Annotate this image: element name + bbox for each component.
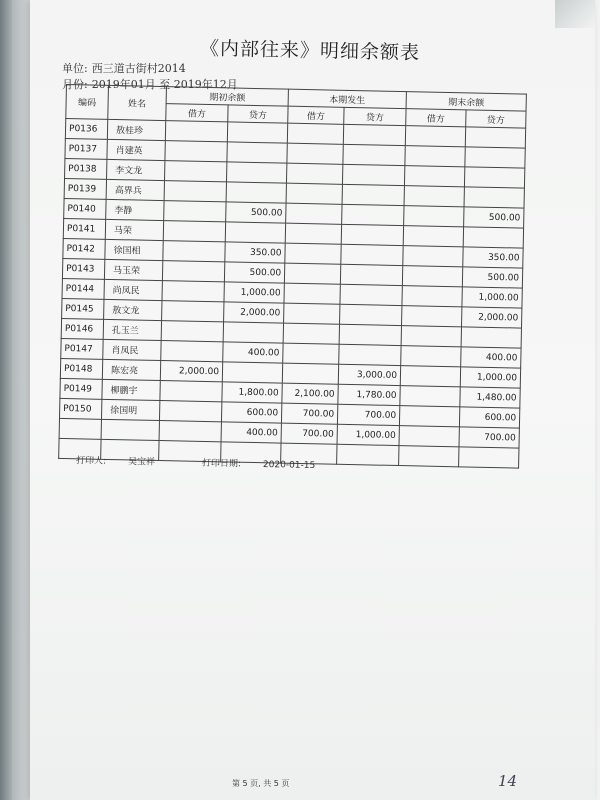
closing-debit xyxy=(404,186,464,207)
row-code: P0148 xyxy=(60,358,102,379)
header-closing: 期末余额 xyxy=(406,92,526,112)
closing-debit xyxy=(404,206,464,227)
paper-corner xyxy=(555,0,595,28)
closing-credit: 2,000.00 xyxy=(462,307,522,328)
current-debit xyxy=(283,343,339,364)
closing-credit xyxy=(465,127,525,148)
opening-debit xyxy=(165,121,227,142)
current-credit xyxy=(342,204,404,225)
current-debit: 2,100.00 xyxy=(282,383,338,404)
current-credit xyxy=(340,284,402,305)
closing-debit xyxy=(399,406,459,427)
closing-debit xyxy=(400,386,460,407)
opening-debit xyxy=(161,341,223,362)
opening-credit: 500.00 xyxy=(224,262,284,283)
row-name: 高界兵 xyxy=(106,179,164,200)
current-debit xyxy=(286,183,342,204)
opening-debit xyxy=(163,221,225,242)
row-name: 马玉荣 xyxy=(104,259,162,280)
current-credit: 700.00 xyxy=(337,404,399,425)
current-debit xyxy=(287,143,343,164)
opening-debit xyxy=(159,421,221,442)
closing-credit xyxy=(464,167,524,188)
opening-credit xyxy=(226,182,286,203)
row-name: 敖桂珍 xyxy=(107,119,165,140)
current-debit xyxy=(287,123,343,144)
current-credit: 1,780.00 xyxy=(338,384,400,405)
current-credit xyxy=(339,344,401,365)
opening-credit xyxy=(226,162,286,183)
current-debit xyxy=(285,223,341,244)
closing-debit xyxy=(403,226,463,247)
row-code: P0145 xyxy=(62,298,104,319)
opening-credit: 400.00 xyxy=(223,342,283,363)
row-code: P0142 xyxy=(63,238,105,259)
current-credit: 3,000.00 xyxy=(338,364,400,385)
header-current-debit: 借方 xyxy=(288,106,344,124)
opening-debit: 2,000.00 xyxy=(160,361,222,382)
row-name: 肖凤民 xyxy=(103,339,161,360)
closing-credit: 1,000.00 xyxy=(462,287,522,308)
closing-credit xyxy=(459,447,519,468)
current-credit xyxy=(343,124,405,145)
closing-credit: 500.00 xyxy=(462,267,522,288)
current-credit xyxy=(340,264,402,285)
opening-credit xyxy=(227,122,287,143)
row-code: P0150 xyxy=(59,398,101,419)
opening-debit xyxy=(164,201,226,222)
opening-debit xyxy=(162,301,224,322)
opening-credit xyxy=(225,222,285,243)
closing-debit xyxy=(403,246,463,267)
page-number: 第 5 页, 共 5 页 xyxy=(232,779,290,788)
month-from: 2019年01月 xyxy=(91,78,156,91)
closing-credit: 500.00 xyxy=(464,207,524,228)
current-credit xyxy=(340,304,402,325)
closing-credit xyxy=(463,227,523,248)
opening-credit: 1,000.00 xyxy=(224,282,284,303)
closing-credit: 350.00 xyxy=(463,247,523,268)
closing-credit: 600.00 xyxy=(459,407,519,428)
closing-debit xyxy=(405,126,465,147)
current-credit: 1,000.00 xyxy=(337,424,399,445)
opening-debit xyxy=(160,381,222,402)
closing-credit: 1,000.00 xyxy=(460,367,520,388)
header-closing-debit: 借方 xyxy=(406,109,466,127)
closing-debit xyxy=(402,286,462,307)
opening-credit: 600.00 xyxy=(221,402,281,423)
row-name: 徐国相 xyxy=(105,239,163,260)
month-label: 月份: xyxy=(62,78,88,91)
row-name: 徐国明 xyxy=(101,399,159,420)
opening-debit xyxy=(164,181,226,202)
opening-debit xyxy=(162,261,224,282)
document-title: 《内部往来》明细余额表 xyxy=(199,37,421,65)
ledger-body xyxy=(59,119,526,472)
row-code: P0147 xyxy=(61,338,103,359)
closing-credit xyxy=(461,327,521,348)
header-opening-credit: 贷方 xyxy=(228,105,288,123)
opening-debit xyxy=(163,241,225,262)
closing-debit xyxy=(401,346,461,367)
opening-credit: 2,000.00 xyxy=(224,302,284,323)
closing-debit xyxy=(400,366,460,387)
row-code: P0141 xyxy=(63,218,105,239)
row-code: P0139 xyxy=(64,178,106,199)
printer-name: 吴宝祥 xyxy=(127,457,156,468)
closing-debit xyxy=(402,306,462,327)
current-credit xyxy=(343,144,405,165)
row-code: P0137 xyxy=(65,138,107,159)
row-code xyxy=(59,418,101,439)
row-name: 陈宏亮 xyxy=(102,359,160,380)
row-name: 李静 xyxy=(106,199,164,220)
header-current-credit: 贷方 xyxy=(344,107,406,125)
opening-credit: 500.00 xyxy=(226,202,286,223)
closing-debit xyxy=(402,266,462,287)
print-date: 2020-01-15 xyxy=(262,459,316,472)
current-credit xyxy=(342,164,404,185)
current-debit xyxy=(286,163,342,184)
ledger-sheet xyxy=(58,84,526,474)
current-debit xyxy=(284,283,340,304)
opening-credit xyxy=(222,362,282,383)
current-credit xyxy=(341,244,403,265)
ledger-table xyxy=(58,84,527,472)
row-code: P0143 xyxy=(62,258,104,279)
header-current: 本期发生 xyxy=(288,89,406,108)
row-name: 尚凤民 xyxy=(104,279,162,300)
current-credit xyxy=(342,184,404,205)
opening-credit xyxy=(223,322,283,343)
row-name: 敖文龙 xyxy=(104,299,162,320)
closing-credit xyxy=(464,187,524,208)
opening-credit: 400.00 xyxy=(221,422,281,443)
row-code: P0138 xyxy=(65,158,107,179)
unit-line xyxy=(62,60,186,76)
row-name: 李文龙 xyxy=(107,159,165,180)
row-name xyxy=(101,419,159,440)
closing-debit xyxy=(401,326,461,347)
opening-debit xyxy=(164,161,226,182)
opening-credit xyxy=(227,142,287,163)
current-debit xyxy=(285,243,341,264)
closing-credit: 1,480.00 xyxy=(460,387,520,408)
header-code: 编码 xyxy=(66,85,109,120)
closing-debit xyxy=(399,446,459,467)
row-code: P0149 xyxy=(60,378,102,399)
row-name: 肖建英 xyxy=(107,139,165,160)
current-debit xyxy=(282,363,338,384)
month-to: 2019年12月 xyxy=(173,78,238,91)
current-debit xyxy=(284,263,340,284)
printer-label: 打印人: xyxy=(75,456,107,467)
header-opening: 期初余额 xyxy=(166,87,288,107)
month-to-word: 至 xyxy=(159,78,171,91)
opening-debit xyxy=(161,321,223,342)
row-code: P0146 xyxy=(61,318,103,339)
header-name: 姓名 xyxy=(108,85,167,120)
current-credit xyxy=(339,324,401,345)
closing-credit: 400.00 xyxy=(461,347,521,368)
opening-debit xyxy=(165,141,227,162)
current-debit xyxy=(283,323,339,344)
closing-credit: 700.00 xyxy=(459,427,519,448)
current-debit: 700.00 xyxy=(281,403,337,424)
header-opening-debit: 借方 xyxy=(166,104,228,122)
current-debit: 700.00 xyxy=(281,423,337,444)
page-edge-shadow xyxy=(0,0,12,800)
opening-credit: 1,800.00 xyxy=(222,382,282,403)
closing-credit xyxy=(465,147,525,168)
row-code: P0144 xyxy=(62,278,104,299)
row-code: P0136 xyxy=(65,119,107,140)
current-debit xyxy=(286,203,342,224)
unit-value: 西三道古街村2014 xyxy=(91,62,186,75)
closing-debit xyxy=(405,146,465,167)
row-name: 马荣 xyxy=(105,219,163,240)
current-credit xyxy=(341,224,403,245)
row-name: 柳鹏宇 xyxy=(102,379,160,400)
handwritten-number: 14 xyxy=(498,772,518,790)
opening-credit: 350.00 xyxy=(225,242,285,263)
closing-debit xyxy=(399,426,459,447)
row-code: P0140 xyxy=(64,198,106,219)
closing-debit xyxy=(404,166,464,187)
unit-label: 单位: xyxy=(62,62,88,75)
opening-debit xyxy=(159,401,221,422)
row-name: 孔玉兰 xyxy=(103,319,161,340)
print-date-label: 打印日期: xyxy=(201,458,242,470)
header-closing-credit: 贷方 xyxy=(466,110,526,128)
current-debit xyxy=(284,303,340,324)
opening-debit xyxy=(162,281,224,302)
